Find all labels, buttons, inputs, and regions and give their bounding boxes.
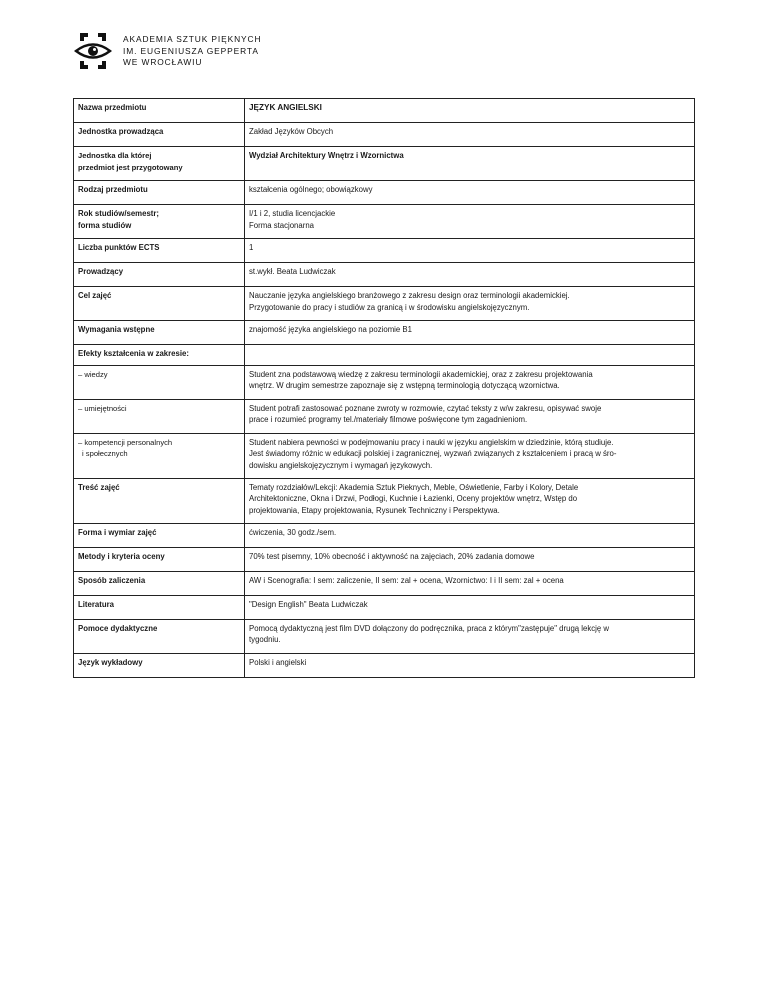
row-literatura (74, 595, 695, 619)
value-kompetencje-l3: dowisku angielskojęzycznym i wymagań językowych. (249, 460, 433, 470)
value-ects: 1 (245, 239, 695, 263)
value-nazwa: JĘZYK ANGIELSKI (245, 99, 695, 123)
label-rok-l2: forma studiów (78, 220, 132, 230)
value-sposob: AW i Scenografia: I sem: zaliczenie, II sem: zal + ocena, Wzornictwo: I i II sem: zal + ocena (245, 571, 695, 595)
institution-line-2: IM. EUGENIUSZA GEPPERTA (123, 45, 259, 56)
value-kompetencje (245, 433, 695, 478)
row-jezyk (74, 653, 695, 677)
label-jednostka-dla-l1: Jednostka dla której (78, 151, 152, 160)
label-metody: Metody i kryteria oceny (74, 547, 245, 571)
value-wiedzy (245, 365, 695, 399)
label-literatura: Literatura (74, 595, 245, 619)
value-jednostka-dla: Wydział Architektury Wnętrz i Wzornictwa (245, 147, 695, 181)
value-umiejetnosci (245, 399, 695, 433)
label-kompetencje-l1: – kompetencji personalnych (78, 437, 173, 447)
row-cel (74, 287, 695, 321)
label-nazwa: Nazwa przedmiotu (74, 99, 245, 123)
row-forma (74, 523, 695, 547)
value-jezyk: Polski i angielski (245, 653, 695, 677)
row-rok (74, 205, 695, 239)
value-pomoce-l1: Pomocą dydaktyczną jest film DVD dołączony do podręcznika, praca z którym"zastępuje" drugą lekcję w (249, 623, 610, 633)
value-tresc-l1: Tematy rozdziałów/Lekcji: Akademia Sztuk Pieknych, Meble, Oświetlenie, Farby i Kolory, Detale (249, 482, 579, 492)
value-jednostka: Zakład Języków Obcych (245, 123, 695, 147)
value-metody: 70% test pisemny, 10% obecność i aktywność na zajęciach, 20% zadania domowe (245, 547, 695, 571)
value-umiejetnosci-l1: Student potrafi zastosować poznane zwroty w rozmowie, czytać teksty z w/w zakresu, opisywać swoje (249, 403, 602, 413)
row-wymagania (74, 321, 695, 345)
label-wiedzy: – wiedzy (74, 365, 245, 399)
label-efekty: Efekty kształcenia w zakresie: (74, 345, 245, 366)
value-tresc-l3: projektowania, Etapy projektowania, Rysunek Techniczny i Perspektywa. (249, 505, 500, 515)
row-prowadzacy (74, 263, 695, 287)
label-kompetencje-l2: i społecznych (82, 449, 128, 459)
value-pomoce-l2: tygodniu. (249, 635, 281, 645)
row-jednostka-dla (74, 147, 695, 181)
label-ects: Liczba punktów ECTS (74, 239, 245, 263)
institution-line-3: WE WROCŁAWIU (123, 57, 203, 67)
value-wiedzy-l2: wnętrz. W drugim semestrze zapoznaje się z wstępną terminologią dotyczącą wzornictwa. (249, 381, 560, 391)
value-kompetencje-l1: Student nabiera pewności w podejmowaniu pracy i nauki w języku angielskim w dziedzinie, którą studiuje. (249, 437, 614, 447)
value-wymagania: znajomość języka angielskiego na poziomie B1 (245, 321, 695, 345)
row-wiedzy (74, 365, 695, 399)
label-pomoce: Pomoce dydaktyczne (74, 619, 245, 653)
row-umiejetnosci (74, 399, 695, 433)
label-rok-l1: Rok studiów/semestr; (78, 209, 160, 218)
value-cel-l2: Przygotowanie do pracy i studiów za granicą i w środowisku angielskojęzycznym. (249, 302, 530, 312)
value-kompetencje-l2: Jest świadomy różnic w edukacji polskiej i zagranicznej, wyzwań związanych z kształceniem i pracą w śro- (249, 449, 617, 459)
label-jednostka-dla-l2: przedmiot jest przygotowany (78, 162, 183, 172)
label-prowadzacy: Prowadzący (74, 263, 245, 287)
row-rodzaj (74, 181, 695, 205)
label-jednostka: Jednostka prowadząca (74, 123, 245, 147)
value-pomoce (245, 619, 695, 653)
label-cel: Cel zajęć (74, 287, 245, 321)
institution-line-1: AKADEMIA SZTUK PIĘKNYCH (123, 34, 262, 44)
eye-emblem-icon (73, 30, 113, 72)
label-sposob: Sposób zaliczenia (74, 571, 245, 595)
label-jednostka-dla (74, 147, 245, 181)
label-wymagania: Wymagania wstępne (74, 321, 245, 345)
row-kompetencje (74, 433, 695, 478)
label-forma: Forma i wymiar zajęć (74, 523, 245, 547)
value-rok-l2: Forma stacjonarna (249, 220, 315, 230)
value-forma: ćwiczenia, 30 godz./sem. (245, 523, 695, 547)
value-wiedzy-l1: Student zna podstawową wiedzę z zakresu terminologii akademickiej, oraz z zakresu projektowania (249, 369, 593, 379)
value-tresc (245, 478, 695, 523)
label-jezyk: Język wykładowy (74, 653, 245, 677)
value-literatura: "Design English" Beata Ludwiczak (245, 595, 695, 619)
row-metody (74, 547, 695, 571)
label-umiejetnosci: – umiejętności (74, 399, 245, 433)
label-rok (74, 205, 245, 239)
course-syllabus-table (73, 98, 695, 678)
row-nazwa (74, 99, 695, 123)
value-prowadzacy: st.wykł. Beata Ludwiczak (245, 263, 695, 287)
value-cel-l1: Nauczanie języka angielskiego branżowego z zakresu design oraz terminologii akademickiej. (249, 291, 570, 300)
value-umiejetnosci-l2: prace i rozumieć programy tel./materiały filmowe poświęcone tym zagadnieniom. (249, 415, 528, 425)
value-rok (245, 205, 695, 239)
value-rok-l1: I/1 i 2, studia licencjackie (249, 209, 336, 218)
row-ects (74, 239, 695, 263)
row-efekty (74, 345, 695, 366)
label-rodzaj: Rodzaj przedmiotu (74, 181, 245, 205)
row-pomoce (74, 619, 695, 653)
label-tresc: Treść zajęć (74, 478, 245, 523)
label-kompetencje (74, 433, 245, 478)
value-cel (245, 287, 695, 321)
value-rodzaj: kształcenia ogólnego; obowiązkowy (245, 181, 695, 205)
page-header (73, 30, 373, 76)
row-tresc (74, 478, 695, 523)
row-sposob (74, 571, 695, 595)
value-efekty-empty (245, 345, 695, 366)
value-tresc-l2: Architektoniczne, Okna i Drzwi, Podłogi, Kuchnie i Łazienki, Oceny projektów wnętrz, Wstęp do (249, 494, 578, 504)
row-jednostka (74, 123, 695, 147)
institution-name (123, 34, 261, 69)
